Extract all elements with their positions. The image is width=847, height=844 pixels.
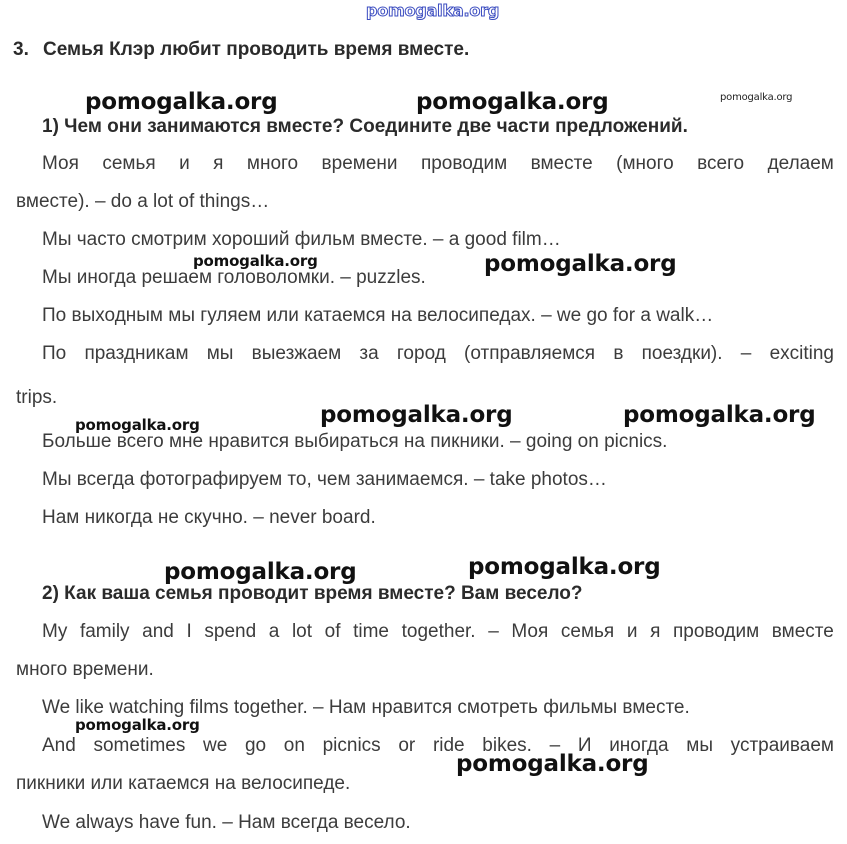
watermark: pomogalka.org [75, 716, 200, 734]
watermark: pomogalka.org [468, 554, 661, 580]
word: – [549, 735, 561, 756]
word: – [740, 343, 752, 364]
word: много [246, 153, 299, 174]
word: я [650, 621, 661, 642]
word: я [213, 153, 224, 174]
watermark: pomogalka.org [164, 559, 357, 585]
word: Моя [511, 621, 549, 642]
word: – [488, 621, 499, 642]
watermark: pomogalka.org [456, 751, 649, 777]
word: и [626, 621, 638, 642]
part1-line1 [42, 153, 834, 175]
task-title [13, 39, 469, 61]
word: И [577, 735, 592, 756]
word: поездки). [641, 343, 723, 364]
watermark: pomogalka.org [484, 251, 677, 277]
word: в [613, 343, 624, 364]
part2-heading: 2) Как ваша семья проводит время вместе? Вам весело? [42, 583, 583, 604]
part2-line3 [42, 735, 834, 757]
word: семья [102, 153, 156, 174]
word: ride [432, 735, 465, 756]
watermark: pomogalka.org [720, 92, 793, 103]
word: I [186, 621, 192, 642]
part1-line8: Нам никогда не скучно. – never board. [42, 507, 376, 528]
word: (много [616, 153, 674, 174]
word: bikes. [482, 735, 532, 756]
word: picnics [322, 735, 381, 756]
watermark: pomogalka.org [85, 89, 278, 115]
word: и [179, 153, 190, 174]
part1-line5-continuation: trips. [16, 387, 58, 408]
word: of [324, 621, 341, 642]
task-number: 3. [13, 39, 29, 60]
word: lot [291, 621, 313, 642]
word: мы [206, 343, 234, 364]
word: вместе [530, 153, 593, 174]
word: проводим [672, 621, 760, 642]
part2-line1-continuation: много времени. [16, 659, 154, 680]
part1-line6: Больше всего мне нравится выбираться на пикники. – going on picnics. [42, 431, 668, 452]
word: go [244, 735, 267, 756]
part1-line7: Мы всегда фотографируем то, чем занимаемся. – take photos… [42, 469, 607, 490]
part1-line5 [42, 343, 834, 365]
watermark-top: pomogalka.org [366, 1, 500, 20]
word: exciting [769, 343, 834, 364]
word: a [268, 621, 280, 642]
word: мы [686, 735, 713, 756]
watermark: pomogalka.org [416, 89, 609, 115]
word: праздникам [84, 343, 189, 364]
word: устраиваем [730, 735, 834, 756]
watermark: pomogalka.org [75, 416, 200, 434]
word: And [42, 735, 76, 756]
word: Моя [42, 153, 79, 174]
part2-line3-continuation: пикники или катаемся на велосипеде. [16, 773, 351, 794]
part1-line4: По выходным мы гуляем или катаемся на велосипедах. – we go for a walk… [42, 305, 714, 326]
word: we [203, 735, 228, 756]
word: семья [560, 621, 615, 642]
word: and [142, 621, 174, 642]
word: всего [697, 153, 745, 174]
word: together. [401, 621, 476, 642]
task-title-text: Семья Клэр любит проводить время вместе. [43, 39, 470, 60]
word: family [79, 621, 130, 642]
part1-line3: Мы иногда решаем головоломки. – puzzles. [42, 267, 426, 288]
part2-line4: We always have fun. – Нам всегда весело. [42, 812, 411, 833]
watermark: pomogalka.org [320, 402, 513, 428]
word: проводим [420, 153, 508, 174]
part2-line1 [42, 621, 834, 643]
word: По [42, 343, 67, 364]
word: sometimes [93, 735, 186, 756]
part1-line1-continuation: вместе). – do a lot of things… [16, 191, 270, 212]
word: (отправляемся [464, 343, 596, 364]
word: spend [204, 621, 257, 642]
word: иногда [609, 735, 669, 756]
part1-line2: Мы часто смотрим хороший фильм вместе. – a good film… [42, 229, 561, 250]
word: My [42, 621, 68, 642]
part1-heading: 1) Чем они занимаются вместе? Соедините две части предложений. [42, 116, 688, 137]
word: вместе [771, 621, 834, 642]
watermark: pomogalka.org [193, 252, 318, 270]
watermark: pomogalka.org [623, 402, 816, 428]
word: time [353, 621, 390, 642]
word: времени [321, 153, 398, 174]
word: выезжаем [251, 343, 342, 364]
word: делаем [767, 153, 834, 174]
word: on [283, 735, 305, 756]
part2-line2: We like watching films together. – Нам нравится смотреть фильмы вместе. [42, 697, 690, 718]
word: за [359, 343, 379, 364]
word: город [396, 343, 446, 364]
word: or [398, 735, 416, 756]
